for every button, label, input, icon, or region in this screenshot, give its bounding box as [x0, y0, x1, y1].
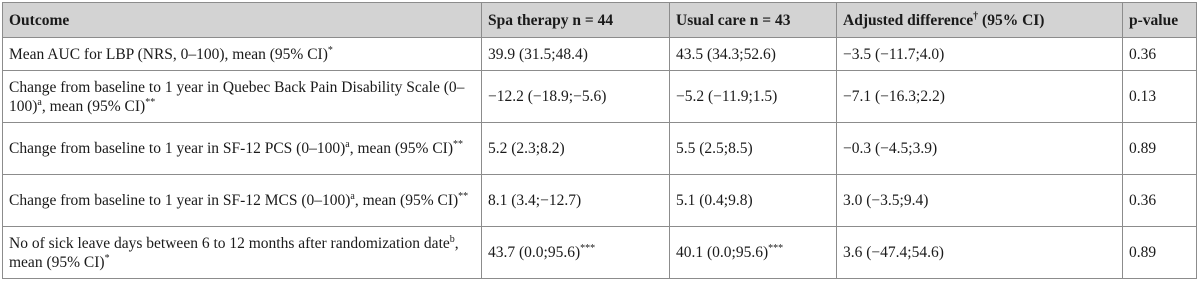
footnote-mark: ** — [453, 139, 463, 150]
cell-outcome — [3, 71, 482, 123]
cell-diff: 3.6 (−47.4;54.6) — [837, 227, 1123, 279]
outcome-text-tail: , mean (95% CI) — [9, 234, 459, 271]
table-row — [3, 175, 1197, 227]
spa-value: −12.2 (−18.9;−5.6) — [488, 88, 607, 105]
header-diff-ci: (95% CI) — [978, 11, 1045, 29]
spa-value: 39.9 (31.5;48.4) — [488, 45, 588, 63]
cell-usual — [670, 123, 837, 175]
cell-p-value: 0.89 — [1123, 227, 1197, 279]
table-row — [3, 38, 1197, 71]
cell-diff: −3.5 (−11.7;4.0) — [837, 38, 1123, 71]
footnote-mark: ** — [458, 191, 469, 202]
header-diff-label: Adjusted difference — [843, 11, 974, 29]
footnote-mark: * — [104, 252, 110, 264]
cell-spa — [482, 227, 670, 279]
cell-diff: −0.3 (−4.5;3.9) — [837, 123, 1123, 175]
cell-spa — [482, 123, 670, 175]
cell-usual — [670, 71, 837, 123]
outcome-text: No of sick leave days between 6 to 12 months after randomization date — [9, 234, 450, 252]
header-spa-therapy: Spa therapy n = 44 — [482, 3, 670, 38]
cell-p-value: 0.36 — [1123, 175, 1197, 227]
table-row — [3, 123, 1197, 175]
footnote-mark: a — [350, 191, 355, 202]
outcomes-table — [2, 2, 1197, 279]
header-row — [3, 3, 1197, 38]
outcome-text-tail: , mean (95% CI) — [354, 192, 459, 209]
footnote-mark: ** — [145, 96, 156, 108]
cell-usual — [670, 227, 837, 279]
cell-p-value: 0.13 — [1123, 71, 1197, 123]
cell-outcome — [3, 175, 482, 227]
cell-diff: 3.0 (−3.5;9.4) — [837, 175, 1123, 227]
usual-value: 43.5 (34.3;52.6) — [676, 45, 776, 63]
footnote-mark: b — [449, 233, 455, 245]
outcome-text: Mean AUC for LBP (NRS, 0–100), mean (95% CI) — [9, 45, 328, 63]
table-row — [3, 227, 1197, 279]
spa-value: 8.1 (3.4;−12.7) — [488, 192, 582, 209]
footnote-mark: *** — [768, 243, 784, 254]
cell-outcome — [3, 38, 482, 71]
table-row — [3, 71, 1197, 123]
usual-value: 5.5 (2.5;8.5) — [676, 140, 753, 157]
cell-p-value: 0.89 — [1123, 123, 1197, 175]
cell-diff: −7.1 (−16.3;2.2) — [837, 71, 1123, 123]
footnote-mark: *** — [580, 243, 596, 254]
cell-usual — [670, 38, 837, 71]
cell-p-value: 0.36 — [1123, 38, 1197, 71]
header-adjusted-difference — [837, 3, 1123, 38]
footnote-mark: a — [37, 96, 42, 108]
header-outcome: Outcome — [3, 3, 482, 38]
cell-spa — [482, 38, 670, 71]
cell-spa — [482, 71, 670, 123]
header-p-value: p-value — [1123, 3, 1197, 38]
outcome-text: Change from baseline to 1 year in SF-12 PCS (0–100) — [9, 140, 346, 157]
cell-usual — [670, 175, 837, 227]
outcome-text-tail: , mean (95% CI) — [349, 140, 453, 157]
usual-value: 40.1 (0.0;95.6) — [676, 244, 769, 261]
cell-outcome — [3, 227, 482, 279]
outcome-text-tail: , mean (95% CI) — [41, 97, 146, 115]
cell-spa — [482, 175, 670, 227]
outcome-text: Change from baseline to 1 year in SF-12 MCS (0–100) — [9, 192, 351, 209]
spa-value: 5.2 (2.3;8.2) — [488, 140, 565, 157]
dagger-mark: † — [973, 10, 979, 22]
outcome-text: Change from baseline to 1 year in Quebec Back Pain Disability Scale (0–100) — [9, 78, 465, 115]
footnote-mark: a — [345, 139, 350, 150]
header-usual-care: Usual care n = 43 — [670, 3, 837, 38]
usual-value: 5.1 (0.4;9.8) — [676, 192, 753, 209]
cell-outcome — [3, 123, 482, 175]
footnote-mark: * — [327, 44, 333, 56]
usual-value: −5.2 (−11.9;1.5) — [676, 88, 778, 105]
spa-value: 43.7 (0.0;95.6) — [488, 244, 581, 261]
